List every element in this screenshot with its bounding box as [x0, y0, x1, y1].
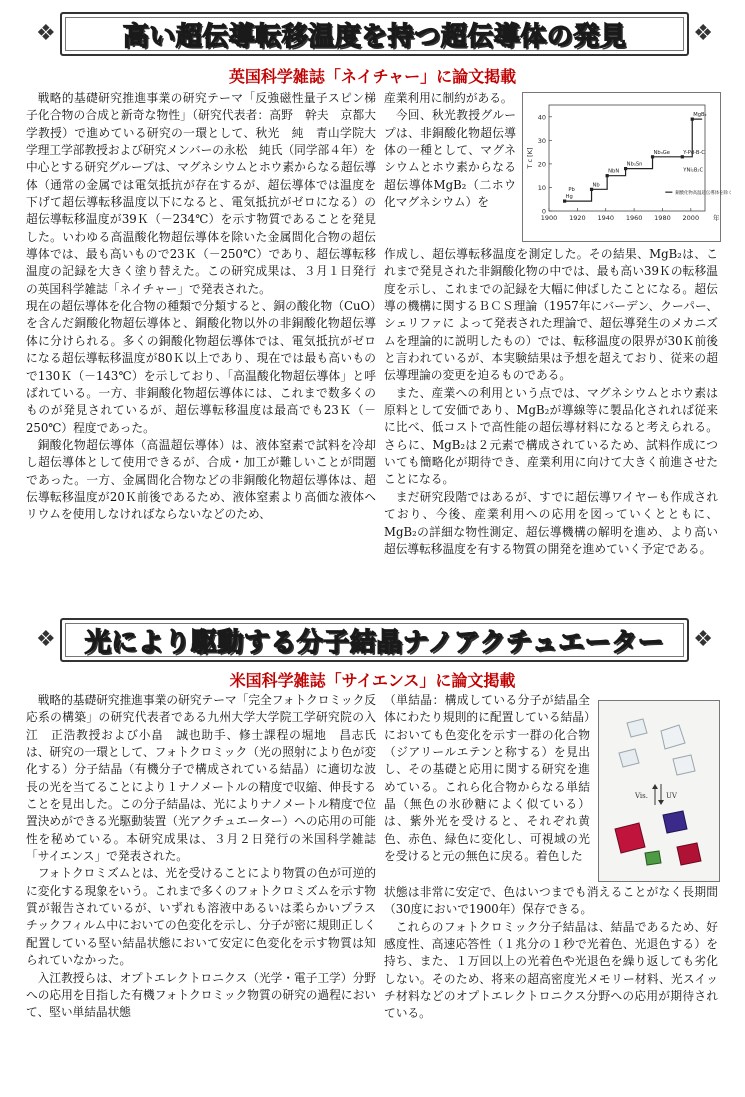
y-tick-label: 40	[537, 113, 546, 122]
material-label: Nb	[592, 182, 600, 189]
article1-right-column-bottom	[384, 246, 718, 612]
paragraph: 銅酸化物超伝導体（高温超伝導体）は、液体窒素で試料を冷却し超伝導体として使用できるが、合成・加工が難しいことが問題であった。一方、金属間化合物などの非銅酸化物超伝導体は、超伝導転移温度が20Ｋ前後であるため、液体窒素より高価な液体ヘリウムを使用しなければならないなどのため、	[26, 437, 376, 522]
material-label: NbN	[608, 168, 620, 175]
article2-title-banner	[36, 618, 713, 662]
x-tick-label: 1960	[625, 214, 643, 222]
x-tick-label: 1920	[569, 214, 586, 222]
x-tick-label: 2000	[682, 214, 700, 222]
vis-label: Vis.	[635, 792, 648, 800]
y-tick-label: 20	[537, 160, 546, 169]
paragraph: 現在の超伝導体を化合物の種類で分類すると、銅の酸化物（CuO）を含んだ銅酸化物超伝導体と、銅酸化物以外の非銅酸化物超伝導体に分けられる。多くの銅酸化物超伝導体では、電気抵抗がゼロになる超伝導転移温度が80Ｋ以上であり、現在では最も高いもので130Ｋ（－143℃）を示しており、「高温酸化物超伝導体」と呼ばれている。一方、非銅酸化物超伝導体には、これまで数多くのものが発見されているが、超伝導転移温度は最高でも23Ｋ（－250℃）程度であった。	[26, 299, 376, 435]
x-tick-label: 1940	[597, 214, 615, 222]
paragraph: 産業利用に制約がある。	[384, 91, 513, 105]
x-unit-label: 年	[713, 214, 720, 222]
y-tick-label: 0	[541, 207, 546, 216]
article2-right-column-top	[384, 692, 590, 884]
uv-label: UV	[666, 792, 677, 800]
paragraph: 状態は非常に安定で、色はいつまでも消えることがなく長期間（30度においで1900年）保存できる。	[384, 885, 718, 917]
legend-text: 銅酸化物高温超伝導体を除く	[675, 191, 733, 197]
paragraph: 入江教授らは、オプトエレクトロニクス（光学・電子工学）分野への応用を目指した有機フォトクロミック物質の研究の過程において、堅い単結晶状態	[26, 970, 376, 1020]
material-label: YNi₂B₂C	[683, 167, 704, 174]
material-label: MgB₂	[693, 112, 707, 119]
colored-crystals	[615, 811, 701, 865]
x-tick-label: 1900	[540, 214, 558, 222]
article1-title-banner	[36, 12, 713, 56]
material-label: Nb₃Sn	[626, 161, 643, 168]
article2-title: 光により駆動する分子結晶ナノアクチュエーター	[84, 627, 665, 658]
paragraph: 戦略的基礎研究推進事業の研究テーマ「反強磁性量子スピン梯子化合物の合成と新奇な物性」（研究代表者：高野 幹夫 京都大学教授）で進めている研究の一環として、秋光 純 青山学院大学理工学部教授および研究メンバーの永松 純氏（同学部４年）を中心とする研究グループは、マグネシウムとホウ素からなる超伝導体（通常の金属では電気抵抗が存在するが、超伝導体では温度を下げて超伝導転移温度以下になると、電気抵抗がゼロになる）の超伝導転移温度が39Ｋ（－234℃）を示す物質であることを発見した。いわゆる高温酸化物超伝導体を除いた金属間化合物の超伝導体では、最も高いもので23Ｋ（－250℃）であり、超伝導転移温度の記録を大きく塗り替えた。この研究成果は、３月１日発行の英国科学雑誌「ネイチャー」で発表された。	[26, 91, 376, 296]
tc-step-line	[565, 119, 703, 201]
material-label: Nb₃Ge	[653, 149, 670, 156]
x-tick-label: 1980	[654, 214, 671, 222]
article1-right-column-top	[384, 90, 516, 246]
vis-uv-arrows	[652, 784, 664, 805]
paragraph: まだ研究段階ではあるが、すでに超伝導ワイヤーも作成されており、今後、産業利用への応用を図っていくとともに、MgB₂の詳細な物性測定、超伝導機構の解明を進め、より高い超伝導転移温度を有する物質の開発を進めていく予定である。	[384, 489, 718, 556]
paragraph: （単結晶：構成している分子が結晶全体にわたり規則的に配置している結晶）においても色変化を示す一群の化合物（ジアリールエテンと称する）を見出し、その基礎と応用に関する研究を進めている。これら化合物からなる単結晶（無色の氷砂糖によく似ている）は、紫外光を受けると、それぞれ黄色、赤色、緑色に変化し、可視域の光を受けると元の無色に戻る。着色した	[384, 693, 590, 864]
paragraph: フォトクロミズムとは、光を受けることにより物質の色が可逆的に変化する現象をいう。これまで多くのフォトクロミズムを示す物質が報告されているが、いずれも溶液中あるいは柔らかいプラスチックフィルム中においての色変化を示し、分子が密に規則正しく配置している堅い結晶状態において安定に色変化を示す物質は知られていなかった。	[26, 866, 376, 968]
ornament-icon: ❖	[36, 627, 56, 652]
article1-left-column	[26, 90, 376, 612]
paragraph-continued: 作成し、超伝導転移温度を測定した。その結果、MgB₂は、これまで発見された非銅酸化物の中では、最も高い39Ｋの転移温度を示し、これまでの記録を大幅に伸ばしたことになる。超伝導の機構に関するＢＣＳ理論（1957年にバーデン、クーパー、シェリファに よって発表された理論で、超伝導発生のメカニズムを理論的に説明したもの）では、転移温度の限界が30Ｋ前後と言われているが、本実験結果は予想を超えており、従来の超伝導理論の変更を迫るものである。	[384, 247, 718, 383]
y-tick-label: 10	[537, 183, 546, 192]
paragraph: また、産業への利用という点では、マグネシウムとホウ素は原料として安価であり、MgB₂が導線等に製品化されれば従来に比べ、低コストで高性能の超伝導材料になると考えられる。さらに、MgB₂は２元素で構成されているため、試料作成についても簡略化が期待でき、産業利用に向けて大きく前進させたことになる。	[384, 385, 718, 487]
colorless-crystals	[619, 719, 695, 775]
article1-subtitle: 英国科学雑誌「ネイチャー」に論文掲載	[228, 67, 517, 86]
ornament-icon: ❖	[693, 21, 713, 46]
article1-title: 高い超伝導転移温度を持つ超伝導体の発見	[122, 21, 627, 52]
material-label: Hg	[565, 194, 573, 201]
tc-chart-svg	[523, 93, 733, 241]
material-label: Y-Pd-B-C	[683, 149, 705, 156]
article2-right-column-bottom	[384, 884, 718, 1074]
article2-left-column	[26, 692, 376, 1072]
paragraph: これらのフォトクロミック分子結晶は、結晶であるため、好感度性、高速応答性（１兆分の１秒で光着色、光退色する）を持ち、また、１万回以上の光着色や光退色を繰り返しても劣化しない。そのため、将来の超高密度光メモリー材料、光スイッチ材料などのオプトエレクトロニクス分野への応用が期待されている。	[384, 919, 718, 1021]
y-axis-label: T c [K]	[526, 147, 534, 169]
material-label: Pb	[568, 187, 575, 194]
paragraph: 戦略的基礎研究推進事業の研究テーマ「完全フォトクロミック反応系の構築」の研究代表者である九州大学大学院工学研究院の入江 正浩教授および小畠 誠也助手、修士課程の堀地 昌志氏は、研究の一環として、フォトクロミック（光の照射により色が変化する）分子結晶（有機分子で構成されている結晶）に適切な波長の光を当てることにより１ナノメートルの精度で収縮、伸長することを見出した。この分子結晶は、光によりナノメートル精度で位置決めができる光駆動装置（光アクチュエーター）への応用の可能性を秘めている。本研究成果は、３月２日発行の米国科学雑誌「サイエンス」で発表された。	[26, 693, 376, 864]
tc-history-chart	[522, 92, 733, 242]
paragraph: 今回、秋光教授グループは、非銅酸化物超伝導体の一種として、マグネシウムとホウ素からなる超伝導体MgB₂（二ホウ化マグネシウム）を	[384, 108, 516, 210]
crystal-photo	[598, 700, 720, 882]
y-tick-label: 30	[537, 136, 546, 145]
article2-subtitle: 米国科学雑誌「サイエンス」に論文掲載	[229, 671, 516, 690]
crystal-photo-svg	[599, 701, 719, 881]
ornament-icon: ❖	[36, 21, 56, 46]
ornament-icon: ❖	[693, 627, 713, 652]
